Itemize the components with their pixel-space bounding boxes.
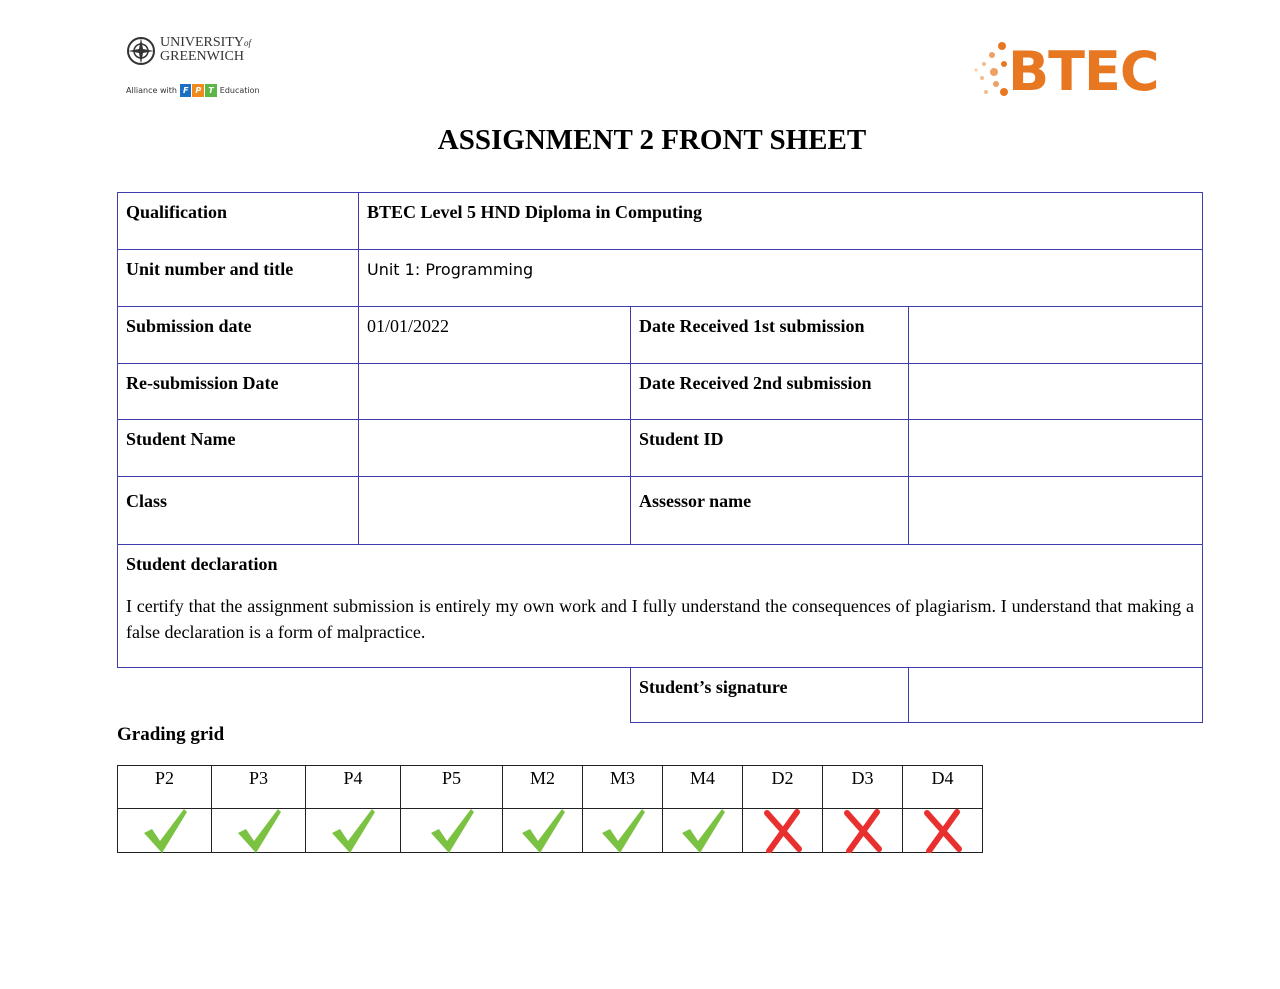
check-icon <box>598 807 648 855</box>
student-id-label: Student ID <box>630 419 909 477</box>
assessor-label: Assessor name <box>630 476 909 545</box>
assessor-value <box>908 476 1203 545</box>
grade-header-m3: M3 <box>582 765 663 809</box>
cross-icon <box>923 809 963 853</box>
grade-header-p5: P5 <box>400 765 503 809</box>
student-name-value <box>358 419 631 477</box>
submission-date-value: 01/01/2022 <box>358 306 631 364</box>
check-icon <box>140 807 190 855</box>
check-icon <box>234 807 284 855</box>
logo-education-text: Education <box>219 86 260 95</box>
qualification-label: Qualification <box>117 192 359 250</box>
signature-value[interactable] <box>908 667 1203 723</box>
grade-header-p2: P2 <box>117 765 212 809</box>
class-value <box>358 476 631 545</box>
class-label: Class <box>117 476 359 545</box>
btec-logo-text: BTEC <box>1008 40 1159 103</box>
grade-header-p4: P4 <box>305 765 401 809</box>
check-icon <box>518 807 568 855</box>
unit-value: Unit 1: Programming <box>358 249 1203 307</box>
grade-header-d2: D2 <box>742 765 823 809</box>
grade-cell-d4 <box>902 808 983 853</box>
resubmission-date-value <box>358 363 631 420</box>
logo-text-greenwich: GREENWICH <box>160 49 244 64</box>
fpt-logo <box>180 84 217 97</box>
btec-logo <box>972 42 1167 102</box>
fpt-p: P <box>192 84 204 97</box>
university-logo <box>126 36 266 106</box>
date-received-1-value <box>908 306 1203 364</box>
fpt-f: F <box>180 84 191 97</box>
grade-cell-d3 <box>822 808 903 853</box>
logo-alliance-text: Alliance with <box>126 86 177 95</box>
grade-cell-m2 <box>502 808 583 853</box>
check-icon <box>427 807 477 855</box>
date-received-2-label: Date Received 2nd submission <box>630 363 909 420</box>
declaration-text: I certify that the assignment submission is entirely my own work and I fully understand the consequences of plagiarism. I understand that making a false declaration is a form of malpractice. <box>126 596 1194 642</box>
btec-dots-icon <box>972 42 1012 102</box>
grade-header-m2: M2 <box>502 765 583 809</box>
fpt-t: T <box>205 84 216 97</box>
logo-text-of: of <box>244 38 252 48</box>
cross-icon <box>763 809 803 853</box>
grade-header-m4: M4 <box>662 765 743 809</box>
grade-cell-p2 <box>117 808 212 853</box>
grade-cell-p4 <box>305 808 401 853</box>
grade-cell-d2 <box>742 808 823 853</box>
resubmission-date-label: Re-submission Date <box>117 363 359 420</box>
date-received-1-label: Date Received 1st submission <box>630 306 909 364</box>
grade-header-p3: P3 <box>211 765 306 809</box>
grade-header-d4: D4 <box>902 765 983 809</box>
declaration-section <box>117 544 1203 668</box>
check-icon <box>678 807 728 855</box>
date-received-2-value <box>908 363 1203 420</box>
signature-label: Student’s signature <box>630 667 909 723</box>
logo-text-university: UNIVERSITY <box>160 35 244 50</box>
cross-icon <box>843 809 883 853</box>
check-icon <box>328 807 378 855</box>
page-title: ASSIGNMENT 2 FRONT SHEET <box>437 124 867 156</box>
qualification-value: BTEC Level 5 HND Diploma in Computing <box>358 192 1203 250</box>
grade-cell-m3 <box>582 808 663 853</box>
compass-emblem-icon <box>126 36 156 66</box>
submission-date-label: Submission date <box>117 306 359 364</box>
student-id-value <box>908 419 1203 477</box>
declaration-title: Student declaration <box>126 554 278 574</box>
unit-label: Unit number and title <box>117 249 359 307</box>
grade-cell-m4 <box>662 808 743 853</box>
grade-cell-p3 <box>211 808 306 853</box>
grade-header-d3: D3 <box>822 765 903 809</box>
grade-cell-p5 <box>400 808 503 853</box>
student-name-label: Student Name <box>117 419 359 477</box>
grading-grid-title: Grading grid <box>117 724 225 745</box>
